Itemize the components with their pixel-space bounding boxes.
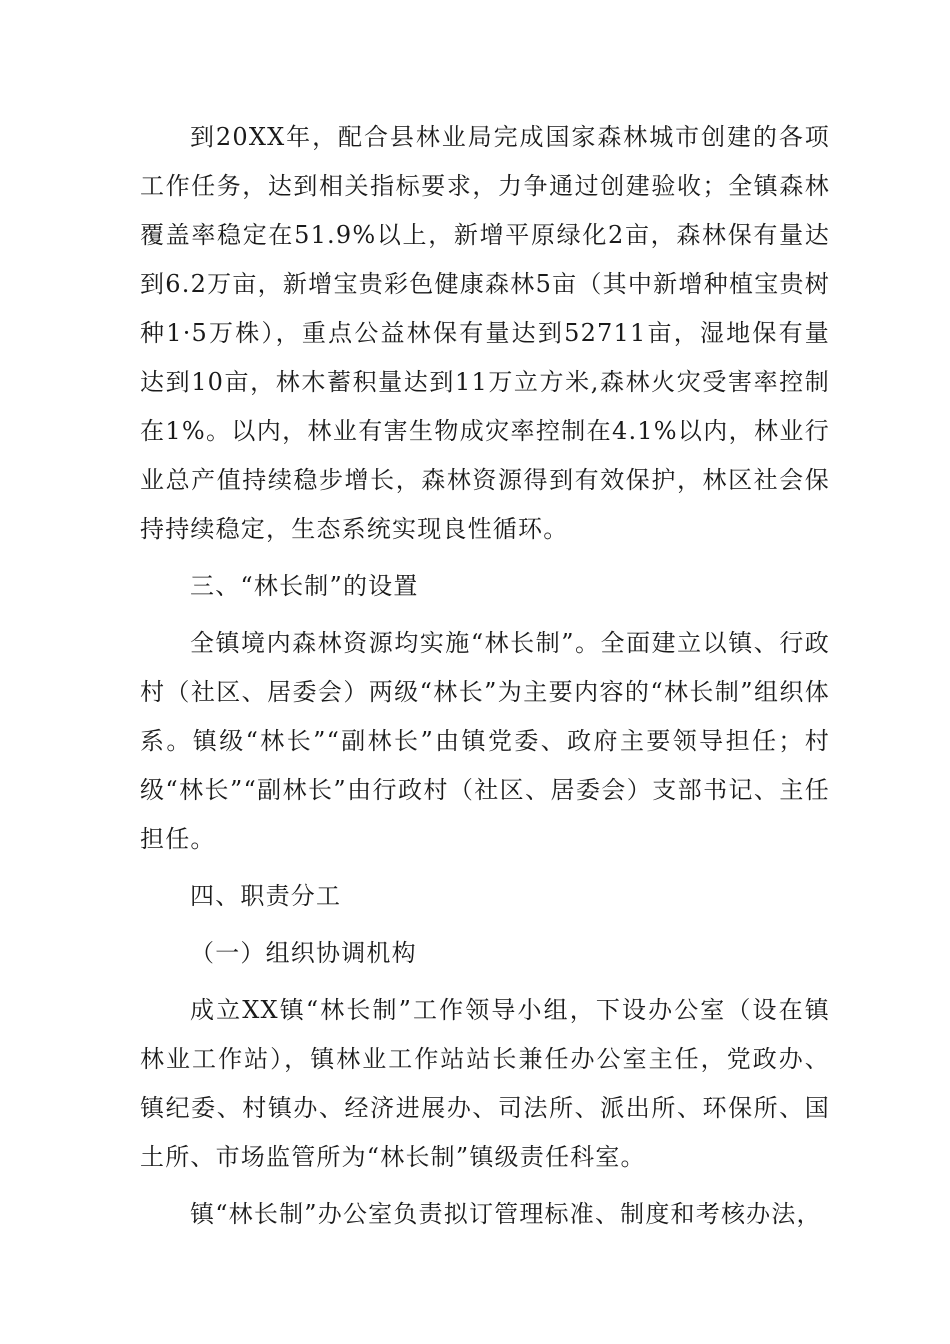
paragraph-forest-chief-system: 全镇境内森林资源均实施“林长制”。全面建立以镇、行政村（社区、居委会）两级“林长”为主要内容的“林长制”组织体系。镇级“林长”“副林长”由镇党委、政府主要领导担任；村级“林长”“副林长”由行政村（社区、居委会）支部书记、主任担任。 — [140, 629, 830, 853]
subsection-heading-coordination: （一）组织协调机构 — [190, 939, 417, 967]
paragraph-forestry-goals: 到20XX年，配合县林业局完成国家森林城市创建的各项工作任务，达到相关指标要求，力争通过创建验收；全镇森林覆盖率稳定在51.9%以上，新增平原绿化2亩，森林保有量达到6.2万亩，新增宝贵彩色健康森林5亩（其中新增种植宝贵树种1·5万株），重点公益林保有量达到52711亩，湿地保有量达到10亩，林木蓄积量达到11万立方米,森林火灾受害率控制在1%。以内，林业有害生物成灾率控制在4.1%以内，林业行业总产值持续稳步增长，森林资源得到有效保护，林区社会保持持续稳定，生态系统实现良性循环。 — [140, 123, 830, 543]
paragraph-leading-group: 成立XX镇“林长制”工作领导小组，下设办公室（设在镇林业工作站），镇林业工作站站长兼任办公室主任，党政办、镇纪委、村镇办、经济进展办、司法所、派出所、环保所、国土所、市场监管所为“林长制”镇级责任科室。 — [140, 996, 830, 1171]
section-heading-forest-chief-setup: 三、“林长制”的设置 — [190, 572, 419, 600]
document-body — [140, 113, 830, 1247]
section-heading-responsibilities: 四、职责分工 — [190, 882, 342, 910]
paragraph-office-duties: 镇“林长制”办公室负责拟订管理标准、制度和考核办法， — [190, 1200, 822, 1228]
